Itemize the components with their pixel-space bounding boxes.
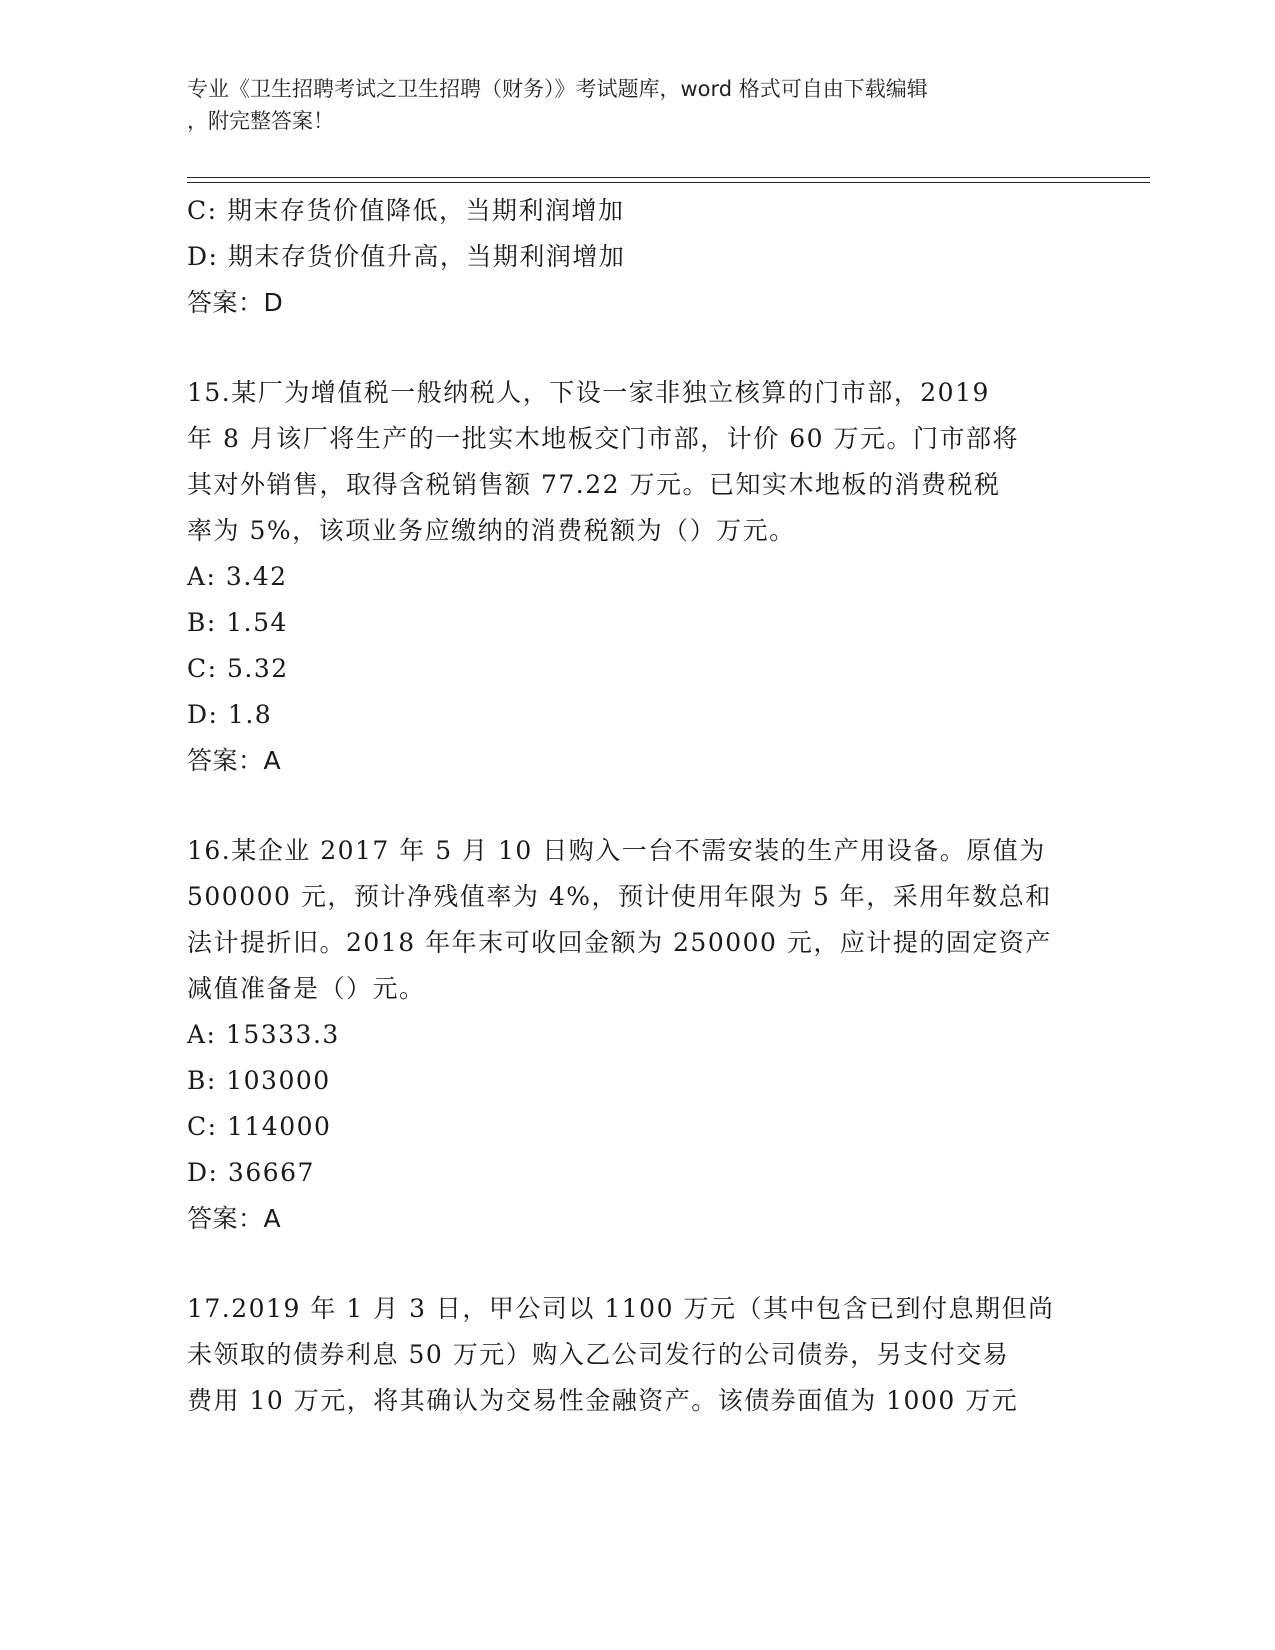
header-line-1: 专业《卫生招聘考试之卫生招聘（财务）》考试题库，word 格式可自由下载编辑 — [187, 77, 928, 101]
question-17 — [187, 1286, 1087, 1424]
spacer — [187, 784, 1087, 828]
question-14 — [187, 188, 1087, 326]
question-stem-line: 率为 5%，该项业务应缴纳的消费税额为（）万元。 — [187, 516, 796, 545]
option-d: D: 36667 — [187, 1158, 315, 1187]
question-stem-line: 费用 10 万元，将其确认为交易性金融资产。该债券面值为 1000 万元 — [187, 1386, 1019, 1415]
question-15 — [187, 370, 1087, 784]
option-c: C: 期末存货价值降低，当期利润增加 — [187, 196, 625, 225]
question-stem-line: 500000 元，预计净残值率为 4%，预计使用年限为 5 年，采用年数总和 — [187, 882, 1052, 911]
header-rule-bottom — [187, 182, 1150, 183]
question-stem-line: 未领取的债券利息 50 万元）购入乙公司发行的公司债券，另支付交易 — [187, 1340, 1010, 1369]
answer-label: 答案：D — [187, 288, 284, 317]
question-stem-line: 17.2019 年 1 月 3 日，甲公司以 1100 万元（其中包含已到付息期但尚 — [187, 1294, 1055, 1323]
header-line-2: ，附完整答案！ — [187, 109, 334, 133]
spacer — [187, 1242, 1087, 1286]
question-stem-line: 年 8 月该厂将生产的一批实木地板交门市部，计价 60 万元。门市部将 — [187, 424, 1020, 453]
option-c: C: 5.32 — [187, 654, 289, 683]
option-b: B: 1.54 — [187, 608, 288, 637]
answer-label: 答案：A — [187, 746, 282, 775]
option-d: D: 期末存货价值升高，当期利润增加 — [187, 242, 626, 271]
question-stem-line: 其对外销售，取得含税销售额 77.22 万元。已知实木地板的消费税税 — [187, 470, 1001, 499]
question-stem-line: 15.某厂为增值税一般纳税人，下设一家非独立核算的门市部，2019 — [187, 378, 990, 407]
option-a: A: 15333.3 — [187, 1020, 340, 1049]
option-a: A: 3.42 — [187, 562, 288, 591]
header-rule-top — [187, 177, 1150, 178]
question-stem-line: 法计提折旧。2018 年年末可收回金额为 250000 元，应计提的固定资产 — [187, 928, 1052, 957]
option-d: D: 1.8 — [187, 700, 273, 729]
option-c: C: 114000 — [187, 1112, 332, 1141]
document-header — [187, 73, 1067, 137]
question-stem-line: 16.某企业 2017 年 5 月 10 日购入一台不需安装的生产用设备。原值为 — [187, 836, 1046, 865]
spacer — [187, 326, 1087, 370]
question-content — [187, 188, 1087, 1424]
option-b: B: 103000 — [187, 1066, 331, 1095]
question-16 — [187, 828, 1087, 1242]
answer-label: 答案：A — [187, 1204, 282, 1233]
question-stem-line: 减值准备是（）元。 — [187, 974, 426, 1003]
